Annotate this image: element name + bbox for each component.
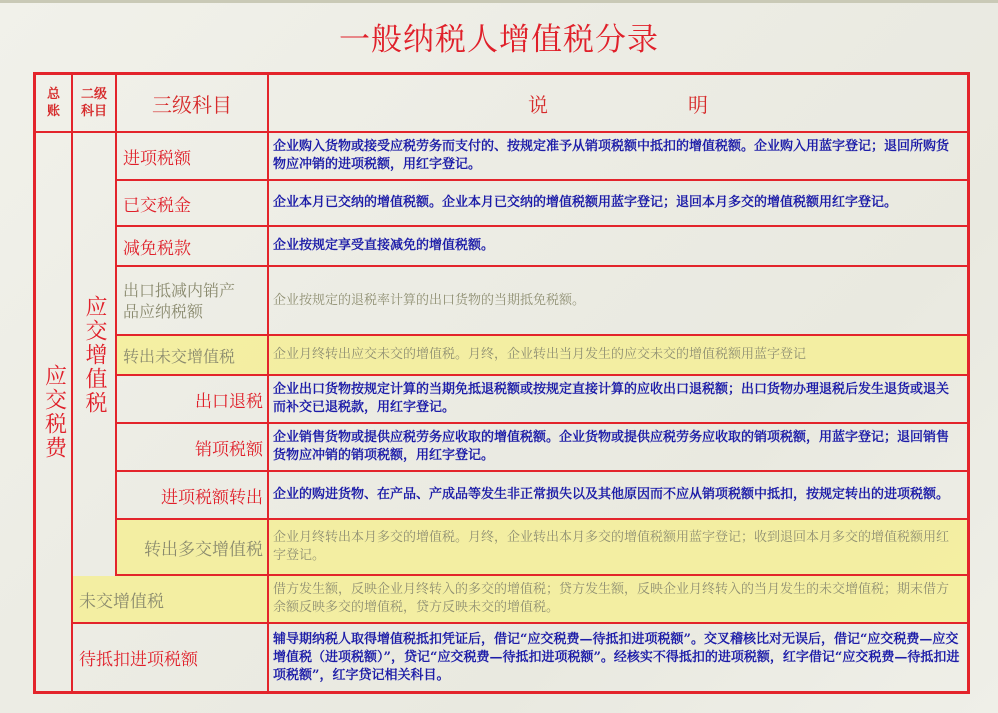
header-level3: 三级科目 (117, 75, 269, 133)
general-ledger-cell: 应交税费 (36, 133, 73, 691)
subject-export-rebate: 出口退税 (117, 376, 269, 424)
page-title: 一般纳税人增值税分录 (339, 22, 659, 58)
desc-unpaid-vat: 借方发生额，反映企业月终转入的多交的增值税；贷方发生额，反映企业月终转入的当月发生的未交增值税；期末借方余额反映多交的增值税，贷方反映未交的增值税。 (269, 576, 967, 624)
desc-transfer-unpaid-vat: 企业月终转出应交未交的增值税。月终，企业转出当月发生的应交未交的增值税额用蓝字登记 (269, 336, 967, 376)
subject-transfer-unpaid-vat: 转出未交增值税 (117, 336, 269, 376)
subject-output-tax: 销项税额 (117, 424, 269, 472)
desc-tax-reduction: 企业按规定享受直接减免的增值税额。 (269, 227, 967, 267)
subject-input-tax-transfer-out: 进项税额转出 (117, 472, 269, 520)
level2-pending-input-tax: 待抵扣进项税额 (73, 624, 269, 691)
level2-vat-payable: 应交增值税 (73, 133, 117, 576)
desc-export-rebate: 企业出口货物按规定计算的当期免抵退税额或按规定直接计算的应收出口退税额；出口货物办理退税后发生退货或退关而补交已退税款，用红字登记。 (269, 376, 967, 424)
desc-input-tax-transfer-out: 企业的购进货物、在产品、产成品等发生非正常损失以及其他原因而不应从销项税额中抵扣，按规定转出的进项税额。 (269, 472, 967, 520)
header-general-ledger: 总账 (36, 75, 73, 133)
vat-entries-table (33, 72, 970, 694)
desc-input-tax: 企业购入货物或接受应税劳务而支付的、按规定准予从销项税额中抵扣的增值税额。企业购入用蓝字登记；退回所购货物应冲销的进项税额，用红字登记。 (269, 133, 967, 181)
subject-tax-paid: 已交税金 (117, 181, 269, 227)
subject-export-offset: 出口抵减内销产品应纳税额 (117, 267, 269, 336)
top-rule (0, 0, 998, 3)
subject-tax-reduction: 减免税款 (117, 227, 269, 267)
level2-unpaid-vat: 未交增值税 (73, 576, 269, 624)
desc-tax-paid: 企业本月已交纳的增值税额。企业本月已交纳的增值税额用蓝字登记；退回本月多交的增值税额用红字登记。 (269, 181, 967, 227)
header-level2: 二级科目 (73, 75, 117, 133)
desc-export-offset: 企业按规定的退税率计算的出口货物的当期抵免税额。 (269, 267, 967, 336)
desc-output-tax: 企业销售货物或提供应税劳务应收取的增值税额。企业货物或提供应税劳务应收取的销项税额，用蓝字登记；退回销售货物应冲销的销项税额，用红字登记。 (269, 424, 967, 472)
header-description: 说 明 (269, 75, 967, 133)
subject-input-tax: 进项税额 (117, 133, 269, 181)
desc-transfer-overpaid-vat: 企业月终转出本月多交的增值税。月终，企业转出本月多交的增值税额用蓝字登记；收到退回本月多交的增值税额用红字登记。 (269, 520, 967, 576)
desc-pending-input-tax: 辅导期纳税人取得增值税抵扣凭证后，借记“应交税费—待抵扣进项税额”。交叉稽核比对无误后，借记“应交税费—应交增值税（进项税额）”，贷记“应交税费—待抵扣进项税额”。经核实不得抵扣的进项税额，红字借记“应交税费—待抵扣进项税额”，红字贷记相关科目。 (273, 631, 960, 683)
subject-transfer-overpaid-vat: 转出多交增值税 (117, 520, 269, 576)
